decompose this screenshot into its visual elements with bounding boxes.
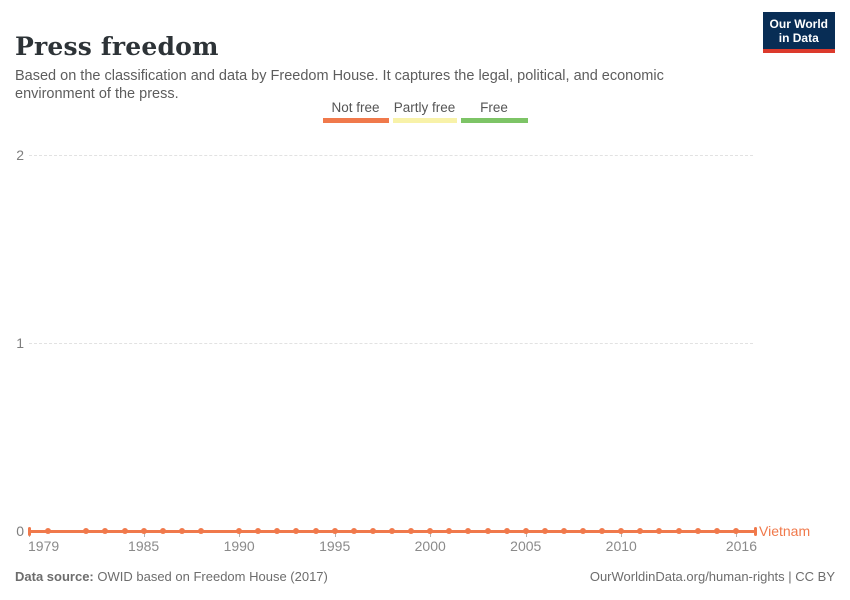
data-point-cap[interactable] [754,527,757,536]
data-point[interactable] [198,528,204,534]
x-axis-tick-label: 2016 [725,538,757,554]
x-axis-tick-label: 1979 [28,538,60,554]
data-point[interactable] [332,528,338,534]
data-point[interactable] [102,528,108,534]
x-axis-tick-label: 2000 [414,538,446,554]
data-point[interactable] [255,528,261,534]
data-point[interactable] [485,528,491,534]
data-point[interactable] [599,528,605,534]
gridline-y1 [29,343,753,344]
legend-label: Partly free [393,100,456,115]
data-point[interactable] [83,528,89,534]
data-point[interactable] [408,528,414,534]
data-source-label: Data source: [15,569,94,584]
data-point[interactable] [122,528,128,534]
data-point[interactable] [637,528,643,534]
data-point[interactable] [695,528,701,534]
y-axis-tick-label: 1 [16,335,24,351]
x-axis-tick-label: 1985 [128,538,160,554]
data-point[interactable] [179,528,185,534]
legend-label: Free [480,100,508,115]
data-point[interactable] [389,528,395,534]
legend-swatch [323,118,389,123]
data-point[interactable] [733,528,739,534]
data-point[interactable] [714,528,720,534]
data-point[interactable] [274,528,280,534]
data-point[interactable] [446,528,452,534]
legend-item-not-free[interactable] [323,100,389,123]
y-axis-tick-label: 0 [16,523,24,539]
data-point[interactable] [351,528,357,534]
x-axis-tick-label: 1990 [223,538,255,554]
data-point[interactable] [370,528,376,534]
legend-swatch [393,118,457,123]
chart-footer [15,569,835,585]
license-link[interactable]: OurWorldinData.org/human-rights | CC BY [589,569,835,584]
gridline-y2 [29,155,753,156]
x-axis-tick-label: 2005 [510,538,542,554]
data-point[interactable] [465,528,471,534]
data-point[interactable] [160,528,166,534]
data-point[interactable] [427,528,433,534]
y-axis-tick-label: 2 [16,147,24,163]
owid-logo-line1: Our World [769,17,828,31]
data-point[interactable] [523,528,529,534]
data-source-text: OWID based on Freedom House (2017) [97,569,328,584]
data-point[interactable] [45,528,51,534]
data-point-cap[interactable] [28,527,31,536]
data-point[interactable] [561,528,567,534]
legend-swatch [461,118,528,123]
data-point[interactable] [618,528,624,534]
data-point[interactable] [676,528,682,534]
owid-logo[interactable] [763,12,835,53]
chart-subtitle: Based on the classification and data by Freedom House. It captures the legal, political, and economic environment of the press. [15,67,664,102]
legend-label: Not free [331,100,380,115]
data-point[interactable] [656,528,662,534]
data-point[interactable] [542,528,548,534]
legend-item-partly-free[interactable] [393,100,457,123]
data-point[interactable] [580,528,586,534]
data-point[interactable] [141,528,147,534]
data-point[interactable] [313,528,319,534]
x-axis-tick-label: 1995 [319,538,351,554]
entity-label-vietnam[interactable]: Vietnam [759,523,811,539]
data-source-link[interactable] [15,569,328,585]
owid-logo-line2: in Data [778,31,819,45]
x-axis-tick-label: 2010 [605,538,637,554]
chart-title: Press freedom [15,31,219,61]
data-point[interactable] [293,528,299,534]
data-point[interactable] [236,528,242,534]
legend-item-free[interactable] [461,100,528,123]
data-point[interactable] [504,528,510,534]
legend [0,100,850,123]
